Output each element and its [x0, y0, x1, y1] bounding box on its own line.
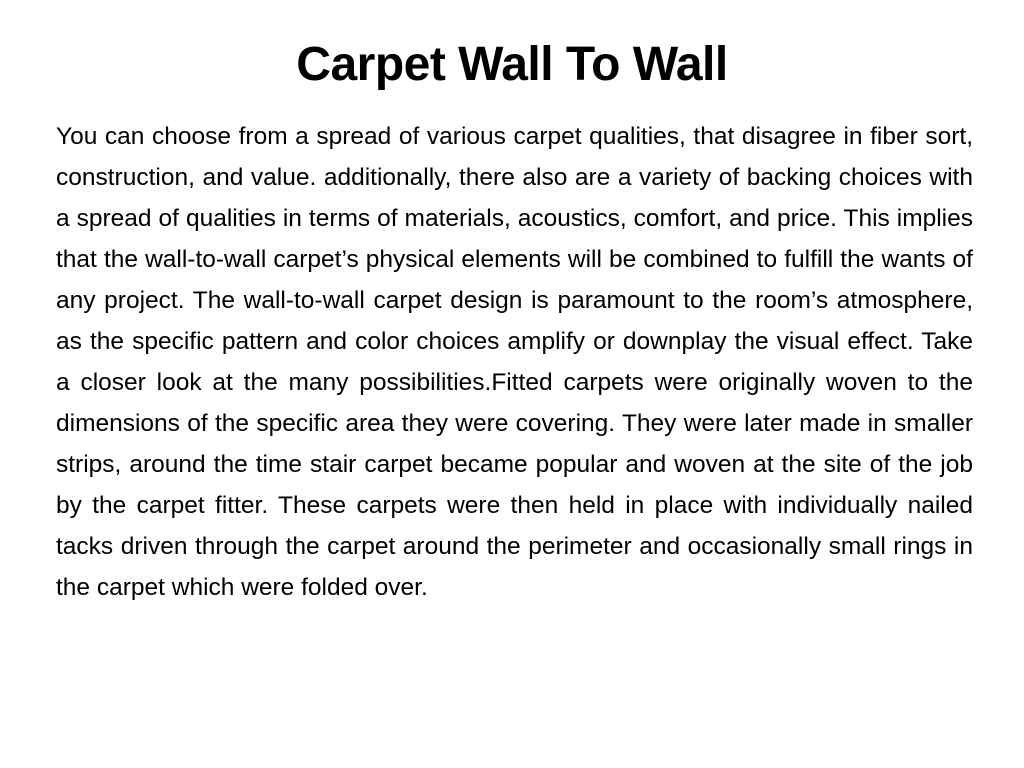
slide-body-text: You can choose from a spread of various carpet qualities, that disagree in fiber sort, construction, and value. additionally, there also are a variety of backing choices with a spread of qualities in terms of materials, acoustics, comfort, and price. This implies that the wall-to-wall carpet’s physical elements will be combined to fulfill the wants of any project. The wall-to-wall carpet design is paramount to the room’s atmosphere, as the specific pattern and color choices amplify or downplay the visual effect. Take a closer look at the many possibilities.Fitted carpets were originally woven to the dimensions of the specific area they were covering. They were later made in smaller strips, around the time stair carpet became popular and woven at the site of the job by the carpet fitter. These carpets were then held in place with individually nailed tacks driven through the carpet around the perimeter and occasionally small rings in the carpet which were folded over. — [56, 123, 973, 601]
slide-title: Carpet Wall To Wall — [296, 38, 728, 91]
